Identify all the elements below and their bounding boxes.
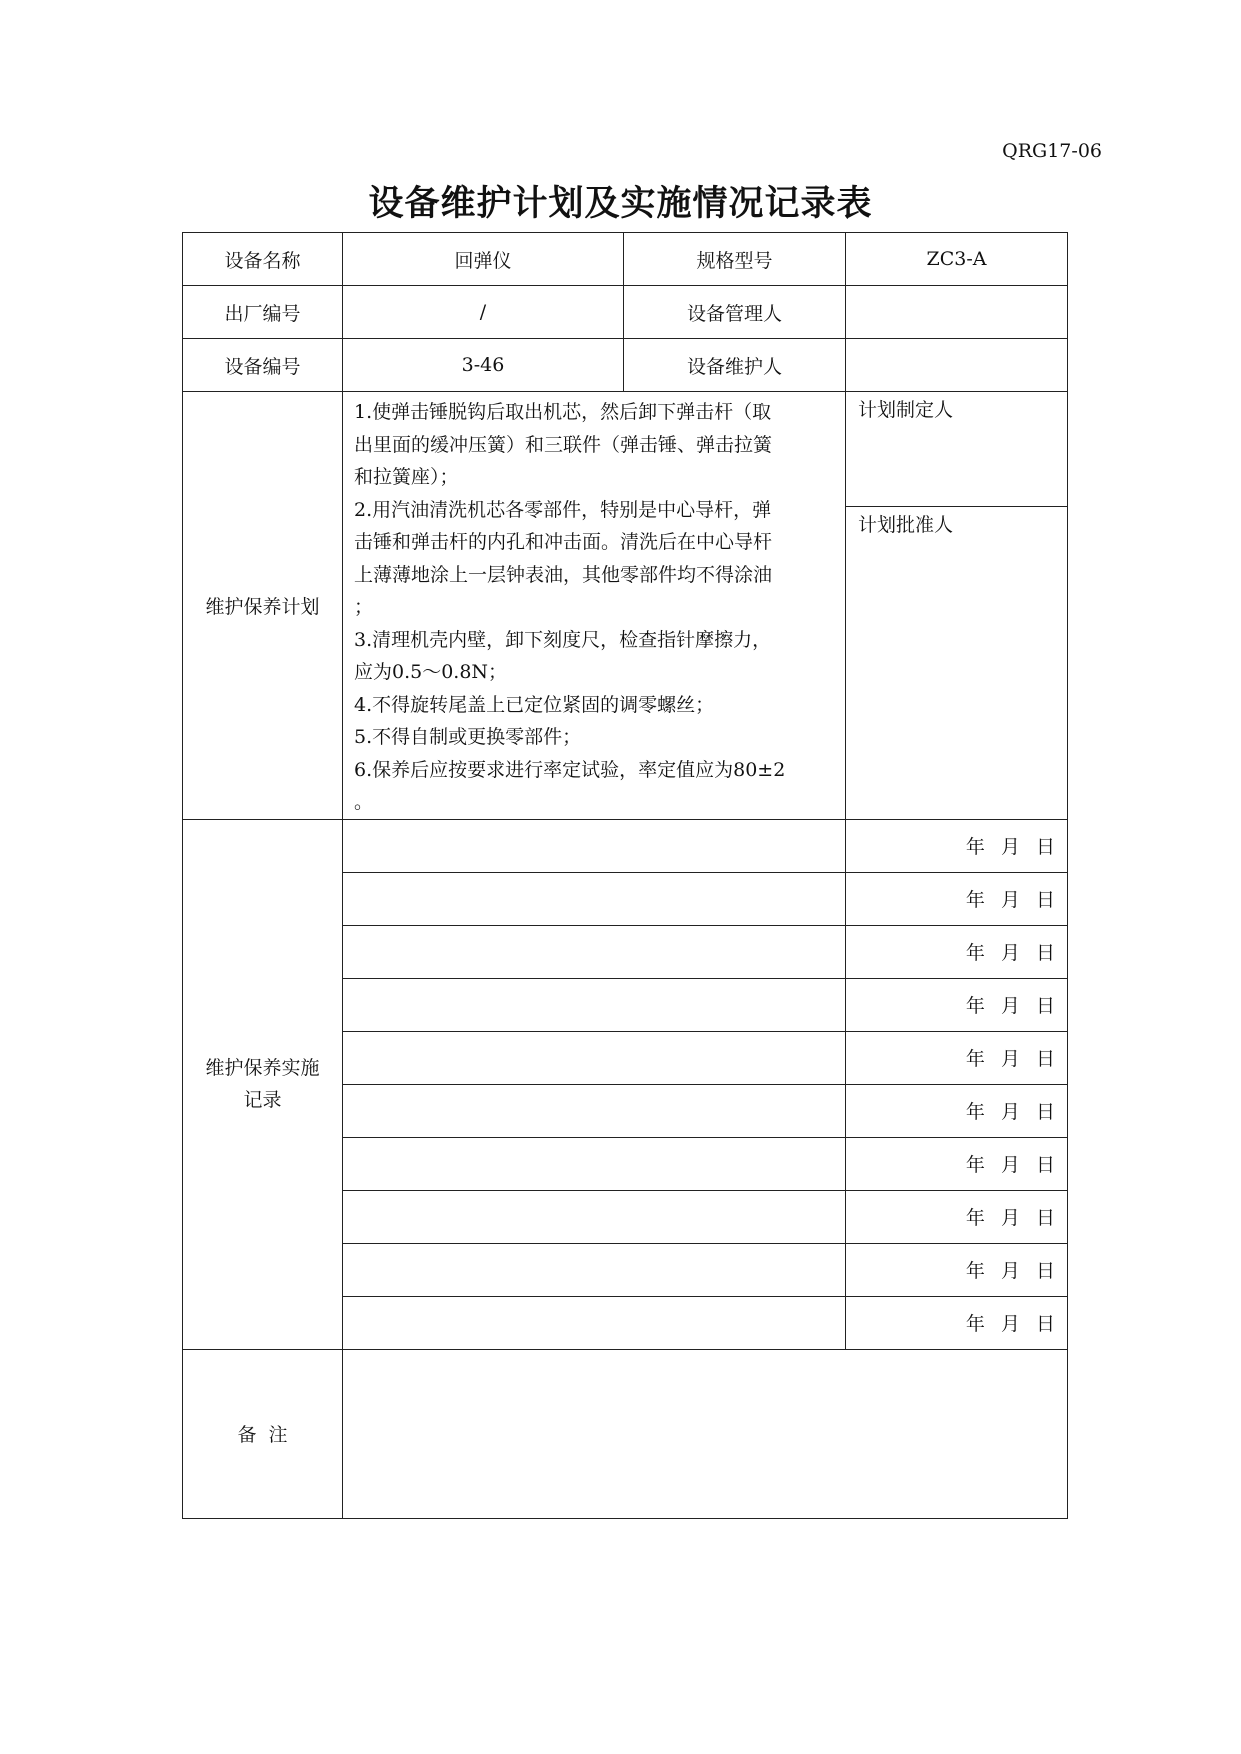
record-content[interactable] xyxy=(343,1296,846,1349)
record-date[interactable]: 年 月 日 xyxy=(846,978,1068,1031)
device-name-value[interactable]: 回弹仪 xyxy=(343,233,624,286)
device-name-label: 设备名称 xyxy=(183,233,343,286)
spec-label: 规格型号 xyxy=(624,233,846,286)
records-label xyxy=(183,819,343,1349)
plan-line: 6.保养后应按要求进行率定试验，率定值应为80±2 xyxy=(354,758,786,781)
device-no-row xyxy=(183,339,1068,392)
manager-label: 设备管理人 xyxy=(624,286,846,339)
record-content[interactable] xyxy=(343,1190,846,1243)
maintainer-label: 设备维护人 xyxy=(624,339,846,392)
device-no-value[interactable]: 3-46 xyxy=(343,339,624,392)
remarks-label xyxy=(183,1349,343,1518)
plan-line: 应为0.5～0.8N； xyxy=(354,661,508,683)
plan-line: 4.不得旋转尾盖上已定位紧固的调零螺丝； xyxy=(354,693,715,716)
record-content[interactable] xyxy=(343,872,846,925)
manager-value[interactable] xyxy=(846,286,1068,339)
remarks-label-text: 备 注 xyxy=(237,1424,288,1446)
records-label-line1: 维护保养实施 xyxy=(205,1057,320,1079)
record-content[interactable] xyxy=(343,1137,846,1190)
plan-line: 1.使弹击锤脱钩后取出机芯，然后卸下弹击杆（取 xyxy=(354,401,772,423)
record-date[interactable]: 年 月 日 xyxy=(846,1190,1068,1243)
plan-line: 击锤和弹击杆的内孔和冲击面。清洗后在中心导杆 xyxy=(354,531,773,553)
plan-line: 上薄薄地涂上一层钟表油，其他零部件均不得涂油 xyxy=(354,563,773,586)
record-date[interactable]: 年 月 日 xyxy=(846,872,1068,925)
plan-label: 维护保养计划 xyxy=(183,392,343,820)
device-name-row xyxy=(183,233,1068,286)
plan-content[interactable] xyxy=(343,392,846,820)
remarks-value[interactable] xyxy=(343,1349,1068,1518)
maintainer-value[interactable] xyxy=(846,339,1068,392)
maintenance-record-form xyxy=(182,232,1068,1519)
plan-line: 3.清理机壳内壁，卸下刻度尺，检查指针摩擦力， xyxy=(354,628,772,651)
record-date[interactable]: 年 月 日 xyxy=(846,1137,1068,1190)
plan-maker-cell[interactable] xyxy=(846,392,1068,507)
record-date[interactable]: 年 月 日 xyxy=(846,1243,1068,1296)
records-label-line2: 记录 xyxy=(243,1089,282,1111)
record-date[interactable]: 年 月 日 xyxy=(846,925,1068,978)
record-date[interactable]: 年 月 日 xyxy=(846,1031,1068,1084)
plan-line: 。 xyxy=(354,791,374,813)
plan-row-top xyxy=(183,392,1068,507)
record-content[interactable] xyxy=(343,1031,846,1084)
record-content[interactable] xyxy=(343,925,846,978)
record-content[interactable] xyxy=(343,819,846,872)
plan-approver-label: 计划批准人 xyxy=(858,514,954,537)
record-date[interactable]: 年 月 日 xyxy=(846,819,1068,872)
factory-no-row xyxy=(183,286,1068,339)
plan-line: 5.不得自制或更换零部件； xyxy=(354,726,582,748)
plan-line: ； xyxy=(354,596,374,618)
factory-no-label: 出厂编号 xyxy=(183,286,343,339)
record-content[interactable] xyxy=(343,978,846,1031)
plan-approver-cell[interactable] xyxy=(846,507,1068,819)
factory-no-value[interactable]: / xyxy=(343,286,624,339)
page-title: 设备维护计划及实施情况记录表 xyxy=(368,184,873,224)
record-date[interactable]: 年 月 日 xyxy=(846,1084,1068,1137)
record-row xyxy=(183,819,1068,872)
plan-line: 2.用汽油清洗机芯各零部件，特别是中心导杆，弹 xyxy=(354,498,772,521)
device-no-label: 设备编号 xyxy=(183,339,343,392)
document-code: QRG17-06 xyxy=(1002,140,1102,162)
plan-line: 和拉簧座）； xyxy=(354,466,459,488)
record-content[interactable] xyxy=(343,1084,846,1137)
plan-maker-label: 计划制定人 xyxy=(858,399,954,421)
record-date[interactable]: 年 月 日 xyxy=(846,1296,1068,1349)
remarks-row xyxy=(183,1349,1068,1518)
plan-line: 出里面的缓冲压簧）和三联件（弹击锤、弹击拉簧 xyxy=(354,433,773,456)
record-content[interactable] xyxy=(343,1243,846,1296)
spec-value[interactable]: ZC3-A xyxy=(846,233,1068,286)
